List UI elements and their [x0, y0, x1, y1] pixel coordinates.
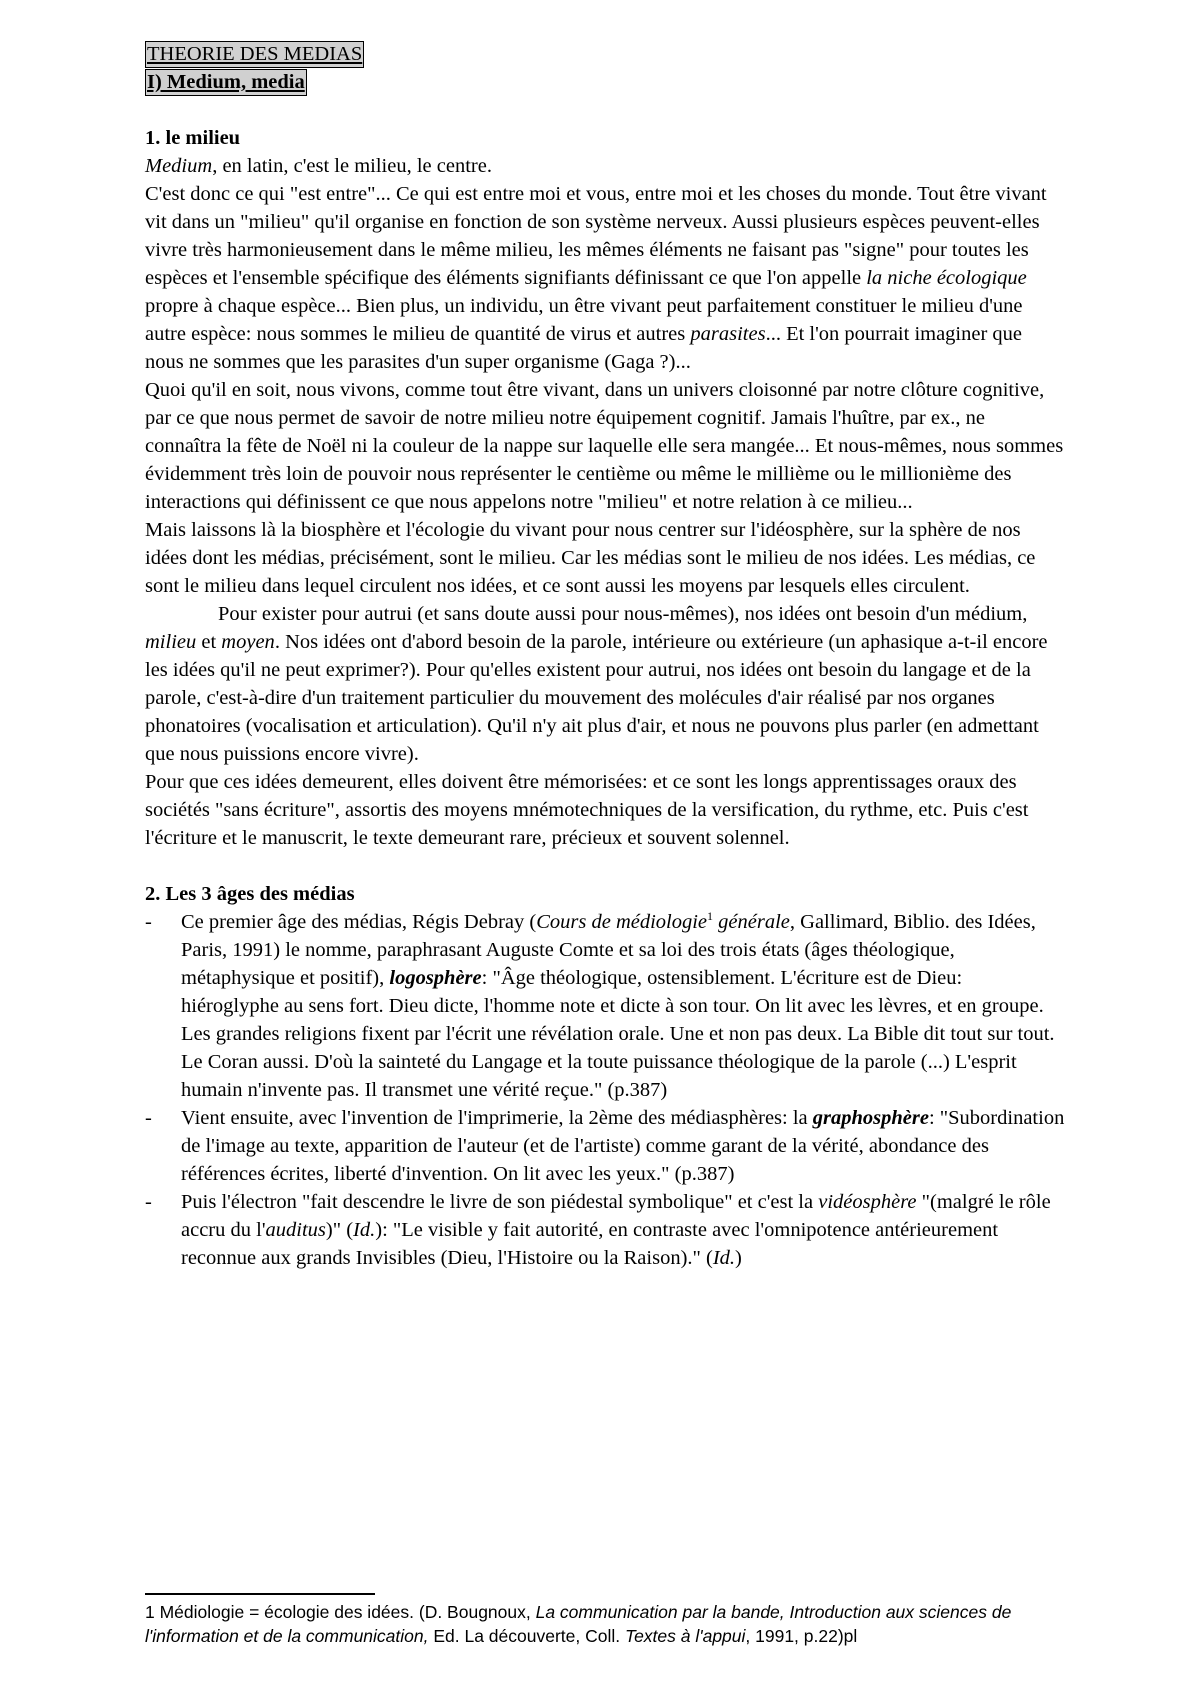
list-item-text: [181, 1191, 1051, 1269]
section-1-title: 1. le milieu: [145, 127, 241, 149]
text-run: )" (: [325, 1219, 354, 1241]
text-run: La communication par la bande, Introduction aux sciences de l'information et de la communication,: [145, 1602, 1012, 1646]
footnote: [145, 1600, 1065, 1648]
text-run: Mais laissons là la biosphère et l'écologie du vivant pour nous centrer sur l'idéosphère, sur la sphère de nos idées dont les médias, précisément, sont le milieu. Car les médias sont le milieu de nos idées. Les médias, ce sont le milieu dans lequel circulent nos idées, et ce sont aussi les moyens par lesquels elles circulent.: [145, 519, 1036, 597]
text-run: graphosphère: [812, 1107, 929, 1129]
text-run: , 1991, p.22)pl: [745, 1626, 858, 1646]
text-run: Id.: [353, 1219, 376, 1241]
text-run: Cours de médiologie: [536, 911, 708, 933]
bullet-dash: -: [145, 1191, 152, 1213]
text-run: et: [196, 631, 222, 653]
list-item: [145, 908, 1065, 1104]
text-run: générale: [713, 911, 790, 933]
text-run: moyen: [221, 631, 275, 653]
text-run: . Nos idées ont d'abord besoin de la parole, intérieure ou extérieure (un aphasique a-t-il encore les idées qu'il ne peut exprimer?). Pour qu'elles existent pour autrui, nos idées ont besoin du langage et de la parole, c'est-à-dire d'un traitement particulier du mouvement des molécules d'air réalisé par nos organes phonatoires (vocalisation et articulation). Qu'il n'y ait plus d'air, et nous ne pouvons plus parler (en admettant que nous puissions encore vivre).: [145, 631, 1048, 765]
document-title: THEORIE DES MEDIAS: [145, 41, 364, 68]
bullet-dash: -: [145, 911, 152, 933]
text-run: Puis l'électron "fait descendre le livre de son piédestal symbolique" et c'est la: [181, 1191, 819, 1213]
text-run: parasites: [690, 323, 766, 345]
list-item-text: [181, 1107, 1064, 1185]
text-run: 1 Médiologie = écologie des idées. (D. Bougnoux,: [145, 1602, 536, 1622]
text-run: ... Et l'on pourrait imaginer que nous ne sommes que les parasites d'un super organisme (Gaga ?)...: [145, 323, 1023, 373]
text-run: auditus: [265, 1219, 326, 1241]
list-item-text: [181, 911, 1055, 1101]
text-run: , Gallimard, Biblio. des Idées, Paris, 1991) le nomme, paraphrasant Auguste Comte et sa loi des trois états (âges théologique, métaphysique et positif),: [181, 911, 1036, 989]
media-ages-list: [145, 908, 1065, 1272]
footnote-separator: [145, 1593, 375, 1595]
text-run: Ed. La découverte, Coll.: [428, 1626, 625, 1646]
text-run: la niche écologique: [866, 267, 1027, 289]
document-page: [145, 40, 1065, 1272]
section-1-paragraph-5: [145, 600, 1065, 768]
text-run: ): [735, 1247, 742, 1269]
text-run: Ce premier âge des médias, Régis Debray (: [181, 911, 537, 933]
text-run: Medium: [145, 155, 213, 177]
text-run: "(malgré le rôle accru du l': [181, 1191, 1051, 1241]
text-run: Pour que ces idées demeurent, elles doivent être mémorisées: et ce sont les longs apprentissages oraux des sociétés "sans écriture", assortis des moyens mnémotechniques de la versification, du rythme, etc. Puis c'est l'écriture et le manuscrit, le texte demeurant rare, précieux et souvent solennel.: [145, 771, 1029, 849]
text-run: logosphère: [389, 967, 482, 989]
section-1-paragraph-4: [145, 516, 1065, 600]
text-run: Quoi qu'il en soit, nous vivons, comme tout être vivant, dans un univers cloisonné par notre clôture cognitive, par ce que nous permet de savoir de notre milieu notre équipement cognitif. Jamais l'huître, par ex., ne connaîtra la fête de Noël ni la couleur de la nappe sur laquelle elle sera mangée... Et nous-mêmes, nous sommes évidemment très loin de pouvoir nous représenter le centième ou même le millième ou le millionième des interactions qui définissent ce que nous appelons notre "milieu" et notre relation à ce milieu...: [145, 379, 1064, 513]
text-run: , en latin, c'est le milieu, le centre.: [212, 155, 492, 177]
section-1-paragraph-3: [145, 376, 1065, 516]
document-subtitle: I) Medium, media: [145, 69, 307, 96]
text-run: Vient ensuite, avec l'invention de l'imprimerie, la 2ème des médiasphères: la: [181, 1107, 813, 1129]
text-run: C'est donc ce qui "est entre"... Ce qui est entre moi et vous, entre moi et les choses du monde. Tout être vivant vit dans un "milieu" qu'il organise en fonction de son système nerveux. Aussi plusieurs espèces peuvent-elles vivre très harmonieusement dans le même milieu, les mêmes éléments ne faisant pas "signe" pour toutes les espèces et l'ensemble spécifique des éléments signifiants définissant ce que l'on appelle: [145, 183, 1047, 289]
text-run: Textes à l'appui: [624, 1626, 746, 1646]
list-item: [145, 1188, 1065, 1272]
section-1-paragraph-2: [145, 180, 1065, 376]
text-run: propre à chaque espèce... Bien plus, un individu, un être vivant peut parfaitement constituer le milieu d'une autre espèce: nous sommes le milieu de quantité de virus et autres: [145, 295, 1023, 345]
text-run: Id.: [712, 1247, 736, 1269]
text-run: ): "Le visible y fait autorité, en contraste avec l'omnipotence antérieurement reconnue aux grands Invisibles (Dieu, l'Histoire ou la Raison)." (: [181, 1219, 999, 1269]
bullet-dash: -: [145, 1107, 152, 1129]
section-1-paragraph-6: [145, 768, 1065, 852]
text-run: : "Âge théologique, ostensiblement. L'écriture est de Dieu: hiéroglyphe au sens fort. Dieu dicte, l'homme note et dicte à son tour. On lit avec les lèvres, et en groupe. Les grandes religions fixent par l'écrit une révélation orale. Une et non pas deux. La Bible dit tout sur tout. Le Coran aussi. D'où la sainteté du Langage et la toute puissance théologique de la parole (...) L'esprit humain n'invente pas. Il transmet une vérité reçue." (p.387): [181, 967, 1055, 1101]
text-run: Pour exister pour autrui (et sans doute aussi pour nous-mêmes), nos idées ont besoin d'un médium,: [218, 603, 1028, 625]
text-run: : "Subordination de l'image au texte, apparition de l'auteur (et de l'artiste) comme garant de la vérité, abondance des références écrites, liberté d'invention. On lit avec les yeux." (p.387): [181, 1107, 1065, 1185]
text-run: milieu: [145, 631, 197, 653]
section-1-paragraph-1: [145, 152, 1065, 180]
section-2-title: 2. Les 3 âges des médias: [145, 883, 355, 905]
list-item: [145, 1104, 1065, 1188]
text-run: 1: [707, 909, 714, 924]
text-run: vidéosphère: [818, 1191, 917, 1213]
